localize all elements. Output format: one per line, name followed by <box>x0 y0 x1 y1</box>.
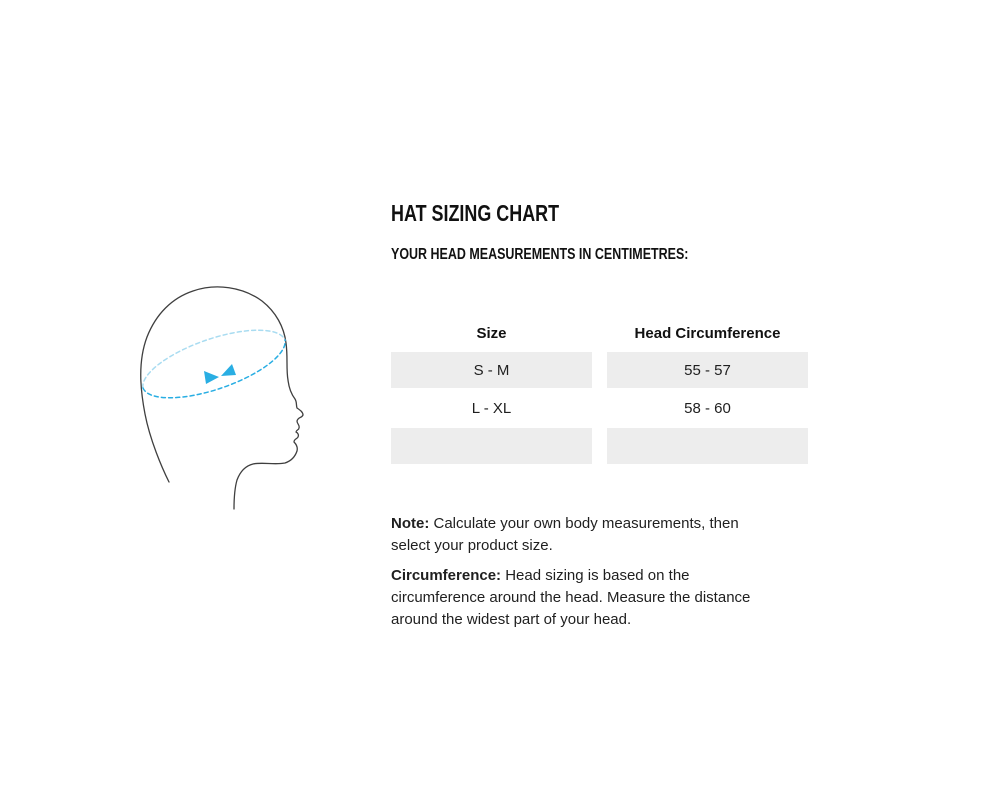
note-paragraph <box>391 513 791 557</box>
page-subtitle: YOUR HEAD MEASUREMENTS IN CENTIMETRES: <box>391 246 689 263</box>
measure-line-front-icon <box>143 340 285 398</box>
cell-circumference-lxl: 58 - 60 <box>684 399 731 417</box>
cell-size-empty <box>391 428 592 464</box>
head-measurement-illustration <box>130 280 360 520</box>
cell-size-lxl: L - XL <box>471 399 512 417</box>
circumference-line-3: around the widest part of your head. <box>391 611 632 628</box>
table-row <box>391 428 808 464</box>
measure-arrow-left-icon <box>204 371 219 384</box>
column-header-circumference: Head Circumference <box>634 325 781 342</box>
circumference-label: Circumference: <box>391 567 502 584</box>
table-header-row <box>391 322 808 345</box>
circumference-line-1: Head sizing is based on the <box>505 567 690 584</box>
cell-circumference-sm: 55 - 57 <box>607 352 808 388</box>
note-line-1: Calculate your own body measurements, then <box>433 515 739 532</box>
size-table <box>391 322 808 466</box>
circumference-line-2: circumference around the head. Measure the distance <box>391 589 751 606</box>
page-title: HAT SIZING CHART <box>391 200 560 226</box>
cell-circumference-empty <box>607 428 808 464</box>
note-label: Note: <box>391 515 430 532</box>
cell-size-sm: S - M <box>391 352 592 388</box>
column-header-size: Size <box>476 325 507 342</box>
circumference-paragraph <box>391 565 791 631</box>
measure-arrow-right-icon <box>221 364 236 376</box>
note-line-2: select your product size. <box>391 537 553 554</box>
table-row <box>391 352 808 388</box>
table-row <box>391 390 808 426</box>
